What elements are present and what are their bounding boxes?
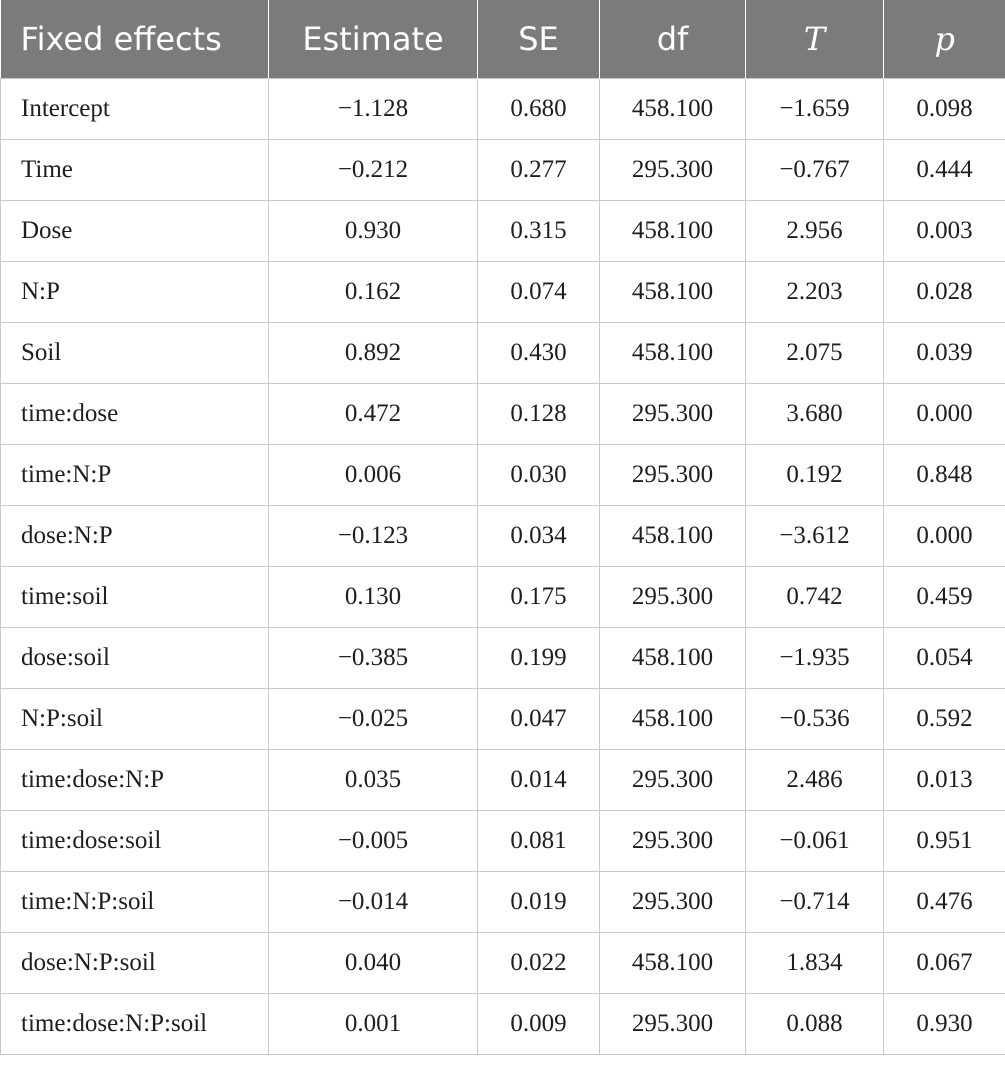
table-body: [1, 79, 1005, 1055]
se-cell: 0.430: [478, 323, 600, 384]
table-row: [1, 689, 1005, 750]
df-cell: 458.100: [600, 323, 746, 384]
estimate-cell: 0.930: [269, 201, 478, 262]
se-cell: 0.175: [478, 567, 600, 628]
estimate-cell: −0.025: [269, 689, 478, 750]
df-cell: 458.100: [600, 689, 746, 750]
t-cell: 2.486: [746, 750, 884, 811]
t-cell: −0.714: [746, 872, 884, 933]
df-cell: 295.300: [600, 872, 746, 933]
t-cell: 0.742: [746, 567, 884, 628]
estimate-cell: 0.006: [269, 445, 478, 506]
effect-cell: dose:soil: [1, 628, 269, 689]
t-cell: −1.935: [746, 628, 884, 689]
df-cell: 458.100: [600, 628, 746, 689]
p-cell: 0.000: [884, 384, 1005, 445]
t-cell: 0.088: [746, 994, 884, 1055]
header-se: SE: [478, 0, 600, 79]
estimate-cell: 0.035: [269, 750, 478, 811]
estimate-cell: 0.130: [269, 567, 478, 628]
p-cell: 0.028: [884, 262, 1005, 323]
table-row: [1, 567, 1005, 628]
header-row: [1, 0, 1005, 79]
estimate-cell: −1.128: [269, 79, 478, 140]
p-cell: 0.444: [884, 140, 1005, 201]
se-cell: 0.074: [478, 262, 600, 323]
t-cell: 3.680: [746, 384, 884, 445]
se-cell: 0.680: [478, 79, 600, 140]
table-row: [1, 201, 1005, 262]
table-row: [1, 323, 1005, 384]
se-cell: 0.034: [478, 506, 600, 567]
df-cell: 295.300: [600, 445, 746, 506]
p-cell: 0.951: [884, 811, 1005, 872]
effect-cell: Intercept: [1, 79, 269, 140]
header-p: p: [884, 0, 1005, 79]
se-cell: 0.315: [478, 201, 600, 262]
p-cell: 0.054: [884, 628, 1005, 689]
se-cell: 0.009: [478, 994, 600, 1055]
table-header: [1, 0, 1005, 79]
t-cell: −3.612: [746, 506, 884, 567]
t-cell: 0.192: [746, 445, 884, 506]
t-cell: 2.203: [746, 262, 884, 323]
effect-cell: time:N:P: [1, 445, 269, 506]
table-row: [1, 811, 1005, 872]
table-row: [1, 506, 1005, 567]
table-row: [1, 445, 1005, 506]
estimate-cell: −0.005: [269, 811, 478, 872]
p-cell: 0.459: [884, 567, 1005, 628]
t-cell: −0.061: [746, 811, 884, 872]
p-cell: 0.848: [884, 445, 1005, 506]
estimate-cell: −0.123: [269, 506, 478, 567]
effect-cell: time:dose:soil: [1, 811, 269, 872]
se-cell: 0.199: [478, 628, 600, 689]
df-cell: 458.100: [600, 933, 746, 994]
t-cell: −1.659: [746, 79, 884, 140]
header-df: df: [600, 0, 746, 79]
se-cell: 0.081: [478, 811, 600, 872]
estimate-cell: −0.014: [269, 872, 478, 933]
table-row: [1, 872, 1005, 933]
df-cell: 295.300: [600, 811, 746, 872]
effect-cell: time:dose:N:P:soil: [1, 994, 269, 1055]
estimate-cell: 0.162: [269, 262, 478, 323]
estimate-cell: 0.472: [269, 384, 478, 445]
se-cell: 0.047: [478, 689, 600, 750]
se-cell: 0.128: [478, 384, 600, 445]
p-cell: 0.930: [884, 994, 1005, 1055]
df-cell: 295.300: [600, 140, 746, 201]
table-row: [1, 384, 1005, 445]
se-cell: 0.277: [478, 140, 600, 201]
se-cell: 0.014: [478, 750, 600, 811]
t-cell: 2.956: [746, 201, 884, 262]
t-cell: −0.536: [746, 689, 884, 750]
effect-cell: Dose: [1, 201, 269, 262]
table-row: [1, 140, 1005, 201]
table-row: [1, 262, 1005, 323]
estimate-cell: −0.212: [269, 140, 478, 201]
table-row: [1, 994, 1005, 1055]
estimate-cell: 0.040: [269, 933, 478, 994]
effect-cell: dose:N:P: [1, 506, 269, 567]
p-cell: 0.003: [884, 201, 1005, 262]
effect-cell: N:P:soil: [1, 689, 269, 750]
estimate-cell: 0.001: [269, 994, 478, 1055]
df-cell: 458.100: [600, 201, 746, 262]
df-cell: 458.100: [600, 79, 746, 140]
se-cell: 0.030: [478, 445, 600, 506]
header-estimate: Estimate: [269, 0, 478, 79]
effect-cell: time:soil: [1, 567, 269, 628]
p-cell: 0.067: [884, 933, 1005, 994]
df-cell: 295.300: [600, 384, 746, 445]
se-cell: 0.022: [478, 933, 600, 994]
p-cell: 0.039: [884, 323, 1005, 384]
estimate-cell: −0.385: [269, 628, 478, 689]
effect-cell: time:dose: [1, 384, 269, 445]
effect-cell: Time: [1, 140, 269, 201]
t-cell: 1.834: [746, 933, 884, 994]
df-cell: 295.300: [600, 994, 746, 1055]
header-fixed-effects: Fixed effects: [1, 0, 269, 79]
effect-cell: N:P: [1, 262, 269, 323]
table-row: [1, 933, 1005, 994]
df-cell: 295.300: [600, 750, 746, 811]
df-cell: 295.300: [600, 567, 746, 628]
df-cell: 458.100: [600, 262, 746, 323]
header-t: T: [746, 0, 884, 79]
t-cell: 2.075: [746, 323, 884, 384]
table-row: [1, 750, 1005, 811]
se-cell: 0.019: [478, 872, 600, 933]
t-cell: −0.767: [746, 140, 884, 201]
df-cell: 458.100: [600, 506, 746, 567]
effect-cell: time:N:P:soil: [1, 872, 269, 933]
p-cell: 0.476: [884, 872, 1005, 933]
p-cell: 0.013: [884, 750, 1005, 811]
effect-cell: Soil: [1, 323, 269, 384]
table-row: [1, 79, 1005, 140]
effect-cell: time:dose:N:P: [1, 750, 269, 811]
effect-cell: dose:N:P:soil: [1, 933, 269, 994]
p-cell: 0.098: [884, 79, 1005, 140]
p-cell: 0.592: [884, 689, 1005, 750]
estimate-cell: 0.892: [269, 323, 478, 384]
p-cell: 0.000: [884, 506, 1005, 567]
table-row: [1, 628, 1005, 689]
